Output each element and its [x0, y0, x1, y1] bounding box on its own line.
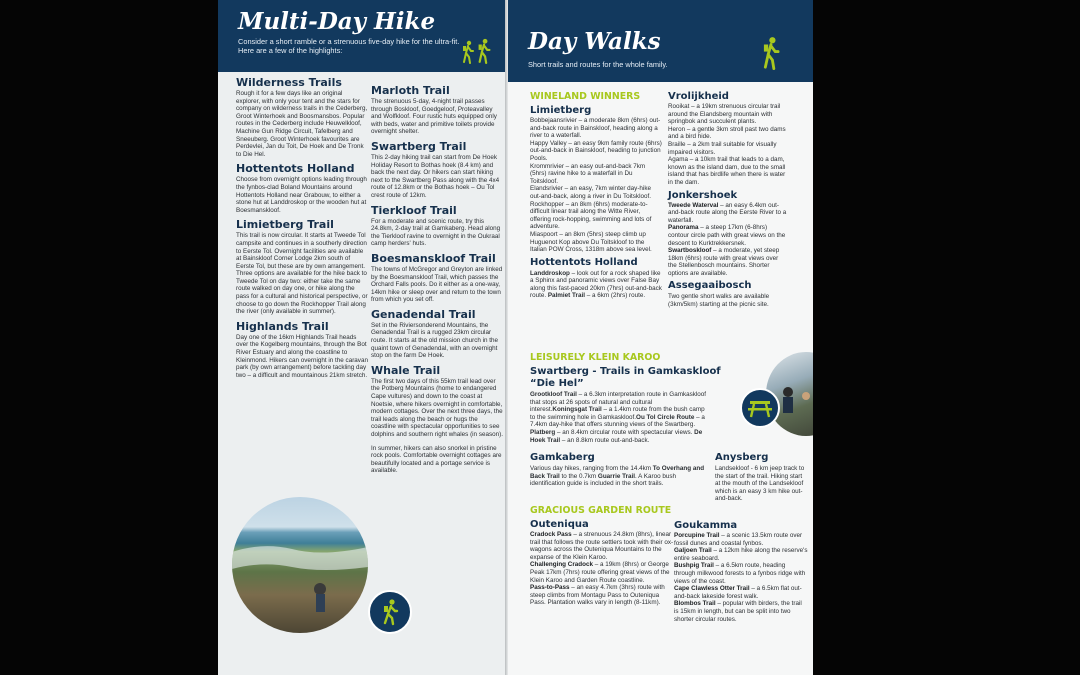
goukamma-section	[674, 520, 808, 623]
trail-name: Galjoen Trail	[674, 547, 712, 555]
area-heading: Vrolijkheid	[668, 91, 729, 102]
picnic-table-icon	[742, 390, 778, 426]
trail-name: To Overhang and Back Trail	[530, 465, 705, 480]
trail-name: Swartboskloof	[668, 247, 712, 255]
picnic-badge	[740, 388, 780, 428]
trail-entry	[668, 156, 788, 186]
trail-detail: – look out for a rock shaped like a Sphinx and panoramic views over False Bay along this fast-paced 20km (7hrs) out-and-back route.	[530, 269, 662, 300]
trail-detail: Krommrivier – an easy out-and-back 7km (5hrs) ravine hike to a waterfall in Du Toitskloof.	[530, 162, 646, 185]
trail-name: Landdroskop	[530, 269, 570, 277]
trail-name: Ou Tol Circle Route	[636, 413, 695, 421]
trail-detail: Heron – a gentle 3km stroll past two dams and a bird hide.	[668, 125, 786, 141]
trail-detail: – a strenuous 24.8km (8hrs), linear trail that follows the route settlers took with their ox-wagons across the Outeniqua Mountains to the expanse of the Klein Karoo.	[530, 531, 674, 561]
trail-entries	[530, 465, 710, 488]
garden-route-section	[530, 505, 675, 607]
trail-entry	[530, 117, 662, 140]
trail-detail: . A Karoo bush identification guide is included in the short trails.	[530, 472, 676, 488]
trail-description: Set in the Riviersonderend Mountains, the Genadendal Trail is a rugged 23km circular route. It starts at the old mission church in the quaint town of Genadendal, with an overnight stop on the farm De Hoek.	[371, 321, 499, 360]
trail-name: Porcupine Trail	[674, 532, 720, 539]
right-page-subtitle: Short trails and routes for the whole family.	[528, 60, 668, 69]
trail-description: Rough it for a few days like an original explorer, with only your tent and the stars for company on wilderness trails in the Cederberg, Groot Winterhoek and Boosmansbos. Popular routes in the Cederberg include Heuwelkloof, Machine Gun Ridge Circuit, Tafelberg and Sneeuberg. Groot Winterhoek favourites are Perdevlei, Jan du Toit, De Hoek and De Tronk to Die Hel.	[236, 90, 368, 158]
trail-detail: – an easy 4.7km (3hrs) route with steep climbs from Montagu Pass to Outeniqua Pass. Plantation walks vary in length (8-11km).	[530, 584, 665, 607]
trail-detail: to the 0.7km	[559, 472, 598, 480]
trail-entry	[674, 585, 808, 600]
area-heading: Jonkershoek	[668, 189, 738, 201]
trail-entry	[530, 531, 675, 561]
trail-heading: Genadendal Trail	[371, 307, 476, 321]
trail-heading: Boesmanskloof Trail	[371, 251, 496, 265]
trail-detail: Elandsrivier – an easy, 7km winter day-hike out-and-back, along a river in Du Toitskloof.	[530, 185, 651, 200]
trail-entry	[530, 231, 662, 254]
hiker-badge	[368, 590, 412, 634]
trail-name: Challenging Cradock	[530, 561, 593, 569]
trail-name: Cradock Pass	[530, 531, 572, 538]
trail-entry	[668, 247, 788, 277]
trail-detail: Agama – a 10km trail that leads to a dam, known as the island dam, due to the small island that has birdlife when there is water in the dam.	[668, 156, 786, 186]
right-column-2	[668, 91, 788, 309]
region-heading: LEISURELY KLEIN KAROO	[530, 352, 661, 363]
trail-detail: – a 19km (8hrs) or George Peak 17km (7hrs) route offering great views of the Klein Karoo and Garden Route coastline.	[530, 561, 670, 584]
trail-entry	[530, 201, 662, 231]
trail-entry	[668, 224, 788, 247]
trail-detail: Miaspoort – an 8km (5hrs) steep climb up Huguenot Kop above Du Toitskloof to the Italian POW Cross, 1318m above sea level.	[530, 230, 652, 254]
trail-entry	[668, 202, 788, 225]
left-page-title: Multi-Day Hike	[238, 8, 436, 35]
region-heading: GRACIOUS GARDEN ROUTE	[530, 505, 672, 516]
trail-detail: Bobbejaansrivier – a moderate 8km (6hrs) out-and-back route in Bainskloof, heading along a river to a waterfall.	[530, 117, 661, 140]
trail-entry	[674, 547, 808, 562]
trail-description: Day one of the 16km Highlands Trail heads over the Kogelberg mountains, through the Bot River Estuary and along the coastline to Kleinmond. Hikers can overnight in the caravan park (by own arrangement) before tackling day two – a difficult and mountainous 21km stretch.	[236, 333, 368, 379]
trail-detail: – an 8.8km route out-and-back.	[560, 436, 650, 444]
area-heading: Anysberg	[715, 452, 769, 463]
trail-entry	[668, 103, 788, 126]
trail-detail: Braille – a 2km trail suitable for visually impaired visitors.	[668, 140, 777, 156]
trail-heading: Limietberg Trail	[236, 218, 334, 232]
trail-detail: – a moderate, yet steep 18km (6hrs) route with great views over the Stellenbosch mountains. Shorter options are available.	[668, 247, 780, 277]
right-banner	[508, 0, 813, 82]
karoo-section	[530, 352, 730, 444]
area-heading: Gamkaberg	[530, 452, 595, 463]
trail-heading: Hottentots Holland	[236, 162, 355, 176]
trail-description: This trail is now circular. It starts at Tweede Tol campsite and continues in a southerly direction to Eerste Tol. Overnight facilities are available at Bainskloof Corner Lodge 2km south of Eerste Tol, but these are by own arrangement. Three options are available for the hike back to Tweede Tol on day two: either take the same route walked on day one, or hike along the pass for a cultural and historical perspective, or choose to go down the Rockhopper Trail along the river (only available in summer).	[236, 232, 368, 316]
trail-name: Koningsgat Trail	[552, 406, 602, 414]
trail-name: Tweede Waterval	[668, 201, 719, 209]
trail-name: Platberg	[530, 428, 556, 436]
trail-name: Panorama	[668, 224, 699, 232]
right-page-title: Day Walks	[528, 28, 661, 55]
trail-detail: – a 6.3km interpretation route in Gamkaskloof that stops at 26 spots of natural and cultural interest.	[530, 391, 707, 414]
trail-entry	[530, 584, 675, 607]
trail-detail: Happy Valley – an easy 9km family route (6hrs) out-and-back in Bainskloof, heading to junction Pools.	[530, 139, 662, 162]
trail-description: Choose from overnight options leading through the fynbos-clad Boland Mountains around Hottentots Holland near Grabouw, to either a stone hut at Landdroskop or the wooden hut at Boesmanskloof.	[236, 176, 367, 214]
trail-description: The towns of McGregor and Greyton are linked by the Boesmanskloof Trail, which passes the Orchard Falls pools. Do it either as a one-way, 14km hike or sleep over and return to the town from which you set off.	[371, 265, 503, 304]
trail-detail: – a 1.4km route from the bush camp to the swimming hole in Gamkaskloof.	[530, 406, 705, 421]
area-heading: Assegaaibosch	[668, 280, 752, 292]
area-heading: Hottentots Holland	[530, 256, 638, 268]
trail-entry	[674, 600, 808, 623]
trail-detail: – a 6.5km flat out-and-back lakeside forest walk.	[674, 585, 802, 600]
trail-detail: Rooikat – a 19km strenuous circular trail around the Elandsberg mountain with springbok and succulent plants.	[668, 103, 781, 126]
hiker-icon	[461, 40, 475, 64]
trail-heading: Wilderness Trails	[236, 76, 342, 89]
trail-detail: Rockhopper – an 8km (6hrs) moderate-to-difficult linear trail along the Witte River, offering rock-hopping, swimming and lots of adventure.	[530, 200, 652, 231]
trail-name: Guarrie Trail	[597, 472, 636, 480]
trail-name: Palmiet Trail	[547, 292, 585, 300]
trail-detail: – an 8.4km circular route with spectacular views.	[555, 428, 695, 436]
trail-description: The first two days of this 55km trail lead over the Potberg Mountains (home to endangered Cape vultures) and down to the coast at Noetsie, where hikers overnight in comfortable, modern cottages. Over the next three days, the trail leads along the beach or hugs the coastline with spectacular opportunities to see dolphins and southern right whales (in season).	[371, 377, 503, 438]
trail-name: Cape Clawless Otter Trail	[674, 585, 750, 593]
area-heading: Swartberg - Trails in Gamkaskloof “Die Hel”	[530, 366, 721, 389]
gamkaberg-section	[530, 452, 710, 488]
trail-heading: Swartberg Trail	[371, 139, 467, 153]
trail-description: The strenuous 5-day, 4-night trail passes through Boskloof, Goedgeloof, Proteavalley and Wolfkloof. Four rustic huts equipped only with beds, water and primitive toilets provide overnight shelter.	[371, 98, 497, 136]
hiker-icon	[760, 36, 782, 70]
area-heading: Goukamma	[674, 520, 738, 531]
trail-detail: – a 6km (2hrs) route.	[584, 292, 646, 300]
left-column-2	[371, 84, 503, 475]
trail-entry	[530, 163, 662, 186]
trail-description: For a moderate and scenic route, try this 24.8km, 2-day trail at Gamkaberg. Head along the Tierkloof ravine to overnight in the Oukraal camp herders' huts.	[371, 217, 501, 248]
trail-entry	[530, 185, 662, 200]
trail-name: De Hoek Trail	[530, 428, 703, 444]
trail-entry	[530, 561, 675, 584]
trail-heading: Marloth Trail	[371, 84, 450, 97]
trail-detail: Various day hikes, ranging from the 14.4km	[530, 465, 653, 472]
trail-description: In summer, hikers can also snorkel in pristine rock pools. Comfortable overnight cottages are beautifully located and a portage service is available.	[371, 444, 502, 475]
trail-name: Blombos Trail	[674, 600, 716, 608]
left-page-subtitle: Consider a short ramble or a strenuous five-day hike for the ultra-fit. Here are a few of the highlights:	[238, 37, 460, 55]
trail-detail: – a 12km hike along the reserve's entire seaboard.	[674, 547, 808, 562]
trail-detail: – a 6.5km route, heading through milkwood forests to a fynbos ridge with views of the coast.	[674, 562, 806, 585]
trail-heading: Tierkloof Trail	[371, 203, 457, 217]
trail-description: Two gentle short walks are available (3km/5km) starting at the picnic site.	[668, 293, 770, 309]
left-page	[218, 0, 508, 675]
trail-description: Landsekloof - 6 km jeep track to the start of the trail. Hiking start at the mouth of the Landsekloof which is an easy 3 km hike out-and-back.	[715, 465, 805, 503]
trail-entries	[530, 270, 662, 300]
area-heading: Outeniqua	[530, 519, 589, 530]
trail-detail: – a 7.4km day-hike that offers stunning views of the Swartberg.	[530, 413, 705, 429]
area-heading: Limietberg	[530, 105, 592, 116]
trail-entry	[674, 562, 808, 585]
trail-entry	[674, 532, 808, 547]
left-column-1	[236, 76, 368, 379]
trail-detail: – a steep 17km (6-8hrs) contour circle path with great views on the descent to Kurktrekkersnek.	[668, 224, 786, 247]
coastline-photo	[232, 497, 368, 633]
trail-entries	[530, 391, 710, 444]
trail-name: Pass-to-Pass	[530, 584, 570, 592]
trail-name: Bushpig Trail	[674, 562, 714, 570]
trail-detail: – a scenic 13.5km route over fossil dunes and coastal fynbos.	[674, 532, 803, 547]
right-column-1	[530, 91, 662, 300]
region-heading: WINELAND WINNERS	[530, 91, 641, 102]
trail-entry	[668, 126, 788, 141]
trail-detail: – popular with birders, the trail is 15km in length, but can be split into two shorter circular routes.	[674, 600, 802, 623]
trail-heading: Whale Trail	[371, 363, 441, 377]
anysberg-section	[715, 452, 807, 503]
trail-entry	[530, 140, 662, 163]
left-banner	[218, 0, 508, 72]
trail-heading: Highlands Trail	[236, 319, 329, 333]
right-page	[508, 0, 813, 675]
trail-entry	[668, 141, 788, 156]
hiker-icon	[370, 592, 410, 632]
trail-name: Grootkloof Trail	[530, 391, 577, 398]
hiker-icon	[476, 38, 492, 64]
trail-detail: – an easy 6.4km out-and-back route along the Eerste River to a waterfall.	[668, 201, 787, 224]
trail-description: This 2-day hiking trail can start from De Hoek Holiday Resort to Bothas hoek (8.4 km) and back the next day. Or hikers can start hiking next to the Swartberg Pass along with the 4x4 route of 12.8km or the Bothas hoek – Ou Tol crest route of 12km.	[371, 153, 500, 199]
